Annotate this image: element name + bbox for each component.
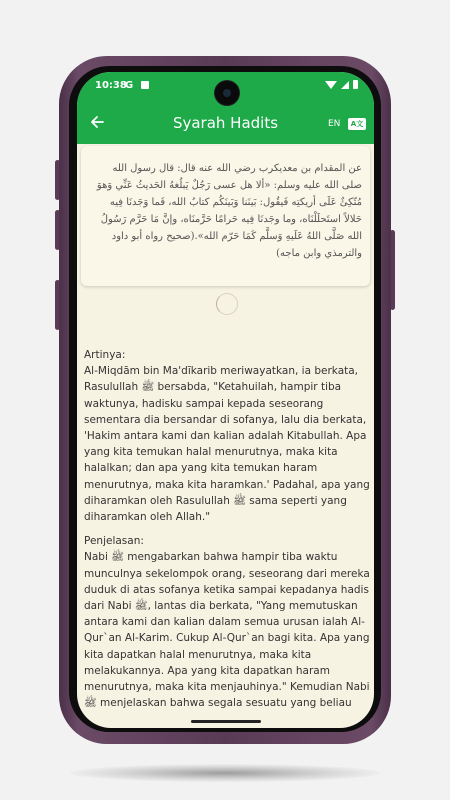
status-icons	[325, 80, 358, 89]
arabic-text-card	[81, 146, 370, 286]
front-camera	[214, 80, 240, 106]
phone-screen	[77, 72, 374, 728]
notification-icon	[141, 81, 149, 89]
arabic-hadith-text: عن المقدام بن معديكرب رضي الله عنه قال: قال رسول الله صلى الله عليه وسلم: «ألا هل عسى رَجُلٌ يَبلُغهُ الحَديثُ عَنِّي وَهوَ مُتّكِئٌ عَلَى أريكتِه فَيقُول: بَينَنا وَبَينَكُم كتابُ الله، فَما وَجَدنَا فِيه حَلالاً استَحلَلْنَاه، وما وجَدنَا فِيه حَرامًا حَرَّمنَاه، وإنَّ مَا حَرَّم رَسُولُ الله صَلَّى اللهُ عَلَيهِ وَسلَّم كَمَا حَرّم الله».(صحيح رواه أبو داود والترمذي وابن ماجه)	[96, 163, 362, 259]
status-time: 10:38	[95, 80, 127, 91]
hadith-content	[84, 347, 370, 719]
artinya-label: Artinya:	[84, 349, 126, 361]
language-button[interactable]: EN	[328, 119, 341, 129]
battery-icon	[353, 80, 358, 89]
phone-shadow	[70, 764, 380, 782]
artinya-text: Al-Miqdām bin Ma'dīkarib meriwayatkan, ia berkata, Rasulullah ﷺ bersabda, "Ketahuilah, hampir tiba waktunya, hadisku sampai kepada seseorang sementara dia bersandar di sofanya, lalu dia berkata, 'Hakim antara kami dan kalian adalah Kitabullah. Apa yang kita temukan halal menurutnya, maka kita halalkan; dan apa yang kita temukan haram menurutnya, maka kita haramkan.' Padahal, apa yang diharamkan oleh Rasulullah ﷺ sama seperti yang diharamkan oleh Allah."	[84, 365, 370, 524]
wifi-icon	[325, 81, 337, 89]
translate-icon[interactable]: A文	[348, 118, 366, 130]
app-bar	[77, 72, 374, 144]
penjelasan-text: Nabi ﷺ mengabarkan bahwa hampir tiba waktu munculnya sekelompok orang, seseorang dari mereka duduk di atas sofanya ketika sampai kepadanya hadis dari Nabi ﷺ, lantas dia berkata, "Yang memutuskan antara kami dan kalian dalam semua urusan ialah Al-Qur`an Al-Karim. Cukup Al-Qur`an bagi kita. Apa yang kita dapatkan halal menurutnya, maka kita melakukannya. Apa yang kita dapatkan haram menurutnya, maka kita menjauhinya." Kemudian Nabi ﷺ menjelaskan bahwa segala sesuatu yang beliau	[84, 551, 370, 710]
page-title: Syarah Hadits	[172, 114, 279, 132]
home-indicator[interactable]	[191, 720, 261, 723]
signal-icon	[341, 81, 349, 89]
penjelasan-label: Penjelasan:	[84, 535, 144, 548]
loading-spinner	[216, 293, 238, 315]
google-icon: G	[125, 80, 134, 91]
